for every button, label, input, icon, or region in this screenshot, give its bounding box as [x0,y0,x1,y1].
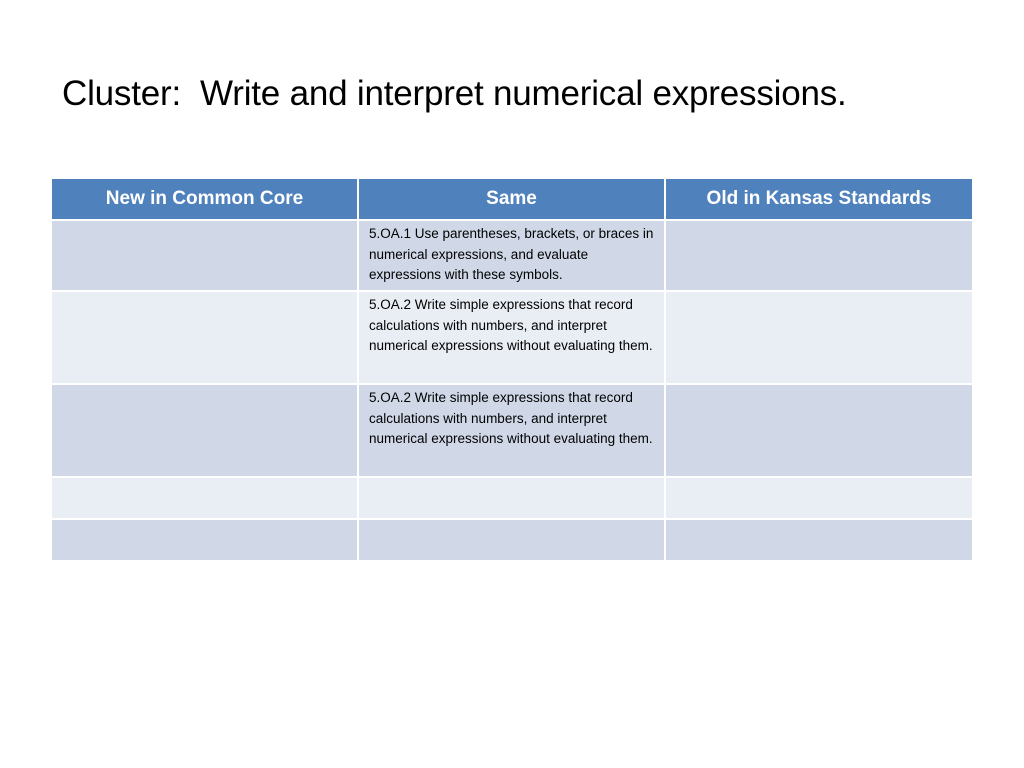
cell-new [52,477,358,519]
cell-same: 5.OA.1 Use parentheses, brackets, or braces in numerical expressions, and evaluate expressions with these symbols. [358,220,665,291]
header-same: Same [358,179,665,220]
cell-old [665,477,972,519]
standards-comparison-table [52,179,972,562]
cell-new [52,220,358,291]
table-row [52,519,972,561]
cell-same: 5.OA.2 Write simple expressions that record calculations with numbers, and interpret numerical expressions without evaluating them. [358,291,665,384]
table-row [52,477,972,519]
cell-old [665,384,972,477]
cell-old [665,220,972,291]
cell-new [52,291,358,384]
cell-same [358,519,665,561]
header-new-in-common-core: New in Common Core [52,179,358,220]
table-row [52,220,972,291]
table-header-row [52,179,972,220]
table-row [52,291,972,384]
cell-same [358,477,665,519]
cell-same: 5.OA.2 Write simple expressions that record calculations with numbers, and interpret numerical expressions without evaluating them. [358,384,665,477]
cell-new [52,384,358,477]
header-old-in-kansas-standards: Old in Kansas Standards [665,179,972,220]
cell-new [52,519,358,561]
cell-old [665,291,972,384]
cell-old [665,519,972,561]
slide-title: Cluster: Write and interpret numerical expressions. [62,74,847,113]
table-row [52,384,972,477]
